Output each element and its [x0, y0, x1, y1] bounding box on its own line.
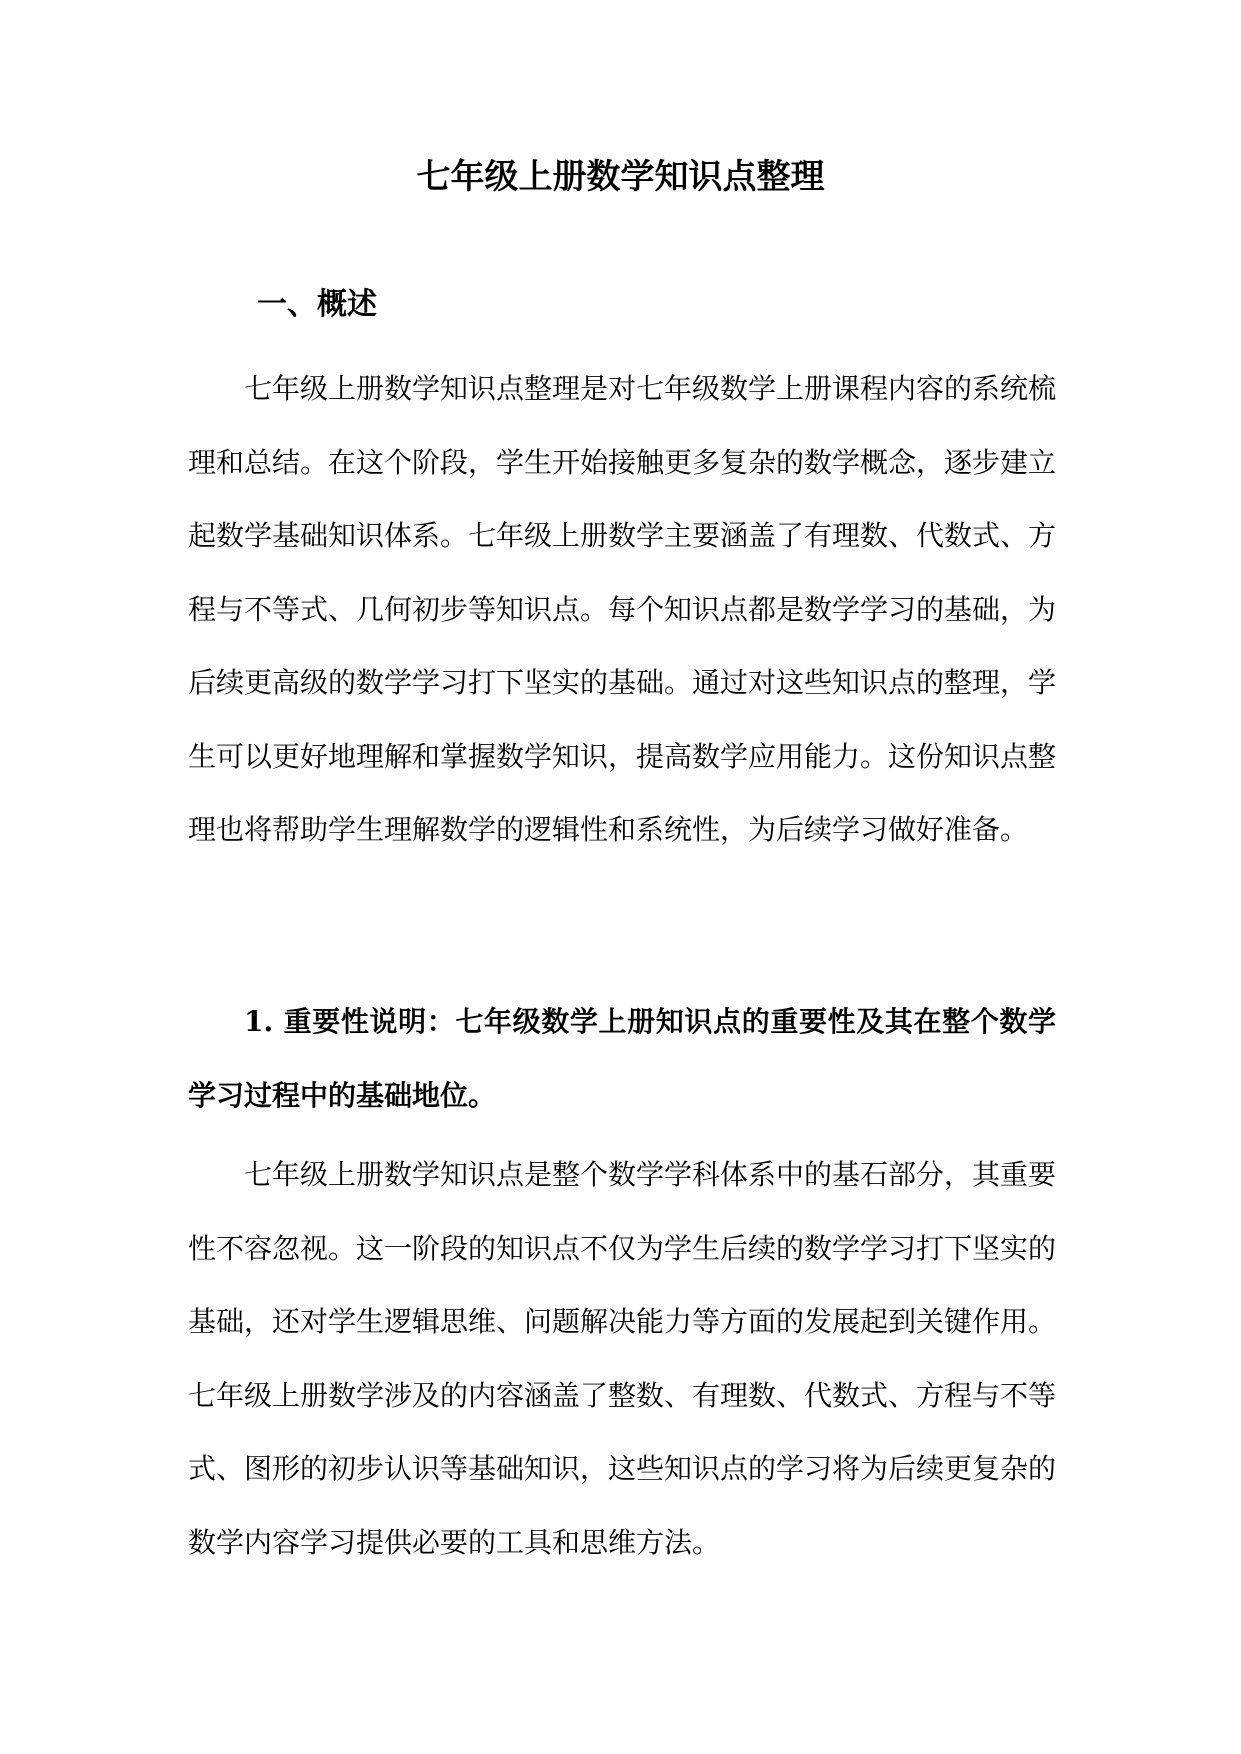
paragraph-importance: 七年级上册数学知识点是整个数学学科体系中的基石部分，其重要性不容忽视。这一阶段的知识点不仅为学生后续的数学学习打下坚实的基础，还对学生逻辑思维、问题解决能力等方面的发展起到关键作用。七年级上册数学涉及的内容涵盖了整数、有理数、代数式、方程与不等式、图形的初步认识等基础知识，这些知识点的学习将为后续更复杂的数学内容学习提供必要的工具和思维方法。 — [188, 1158, 1057, 1559]
section-heading-overview: 一、概述 — [257, 287, 377, 322]
section-heading-importance: 1. 重要性说明：七年级数学上册知识点的重要性及其在整个数学学习过程中的基础地位。 — [188, 1005, 1056, 1112]
paragraph-overview: 七年级上册数学知识点整理是对七年级数学上册课程内容的系统梳理和总结。在这个阶段，学生开始接触更多复杂的数学概念，逐步建立起数学基础知识体系。七年级上册数学主要涵盖了有理数、代数式、方程与不等式、几何初步等知识点。每个知识点都是数学学习的基础，为后续更高级的数学学习打下坚实的基础。通过对这些知识点的整理，学生可以更好地理解和掌握数学知识，提高数学应用能力。这份知识点整理也将帮助学生理解数学的逻辑性和系统性，为后续学习做好准备。 — [188, 372, 1057, 846]
page-title: 七年级上册数学知识点整理 — [416, 157, 825, 197]
